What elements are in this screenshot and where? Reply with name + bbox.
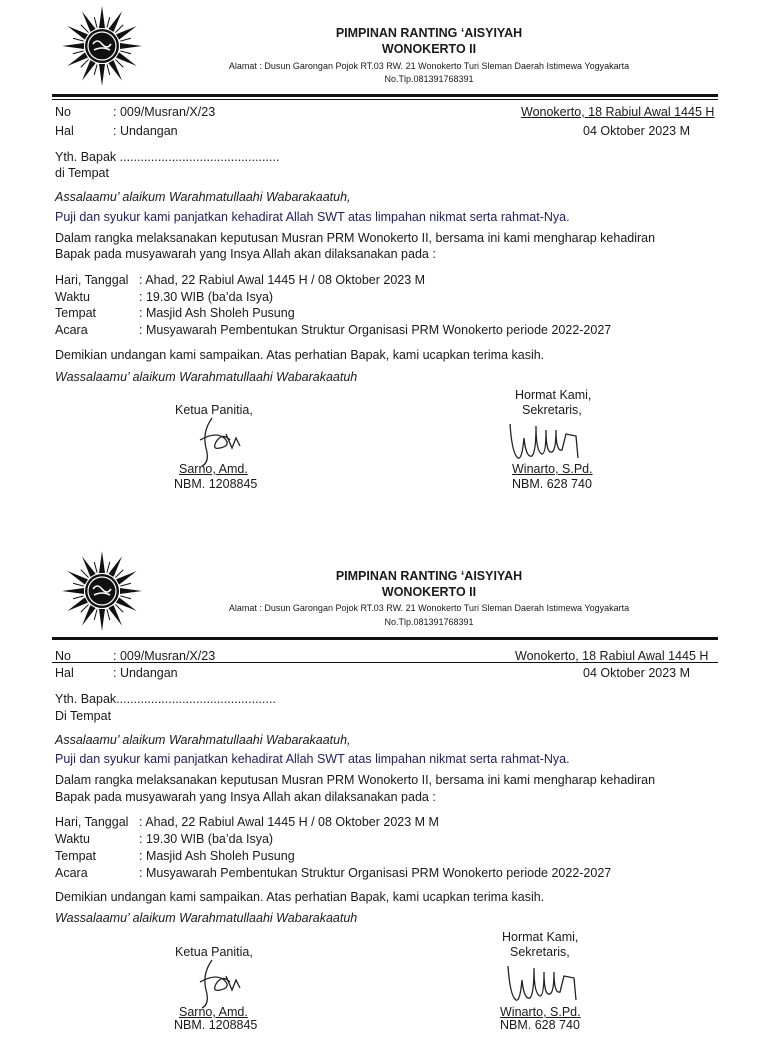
body-line-2: Bapak pada musyawarah yang Insya Allah akan dilaksanakan pada :: [55, 790, 436, 804]
header-divider-thin: [52, 99, 718, 100]
recipient-place: Di Tempat: [55, 709, 112, 723]
chair-signature: [190, 956, 250, 1010]
recipient-place: di Tempat: [55, 166, 109, 180]
org-phone: No.Tlp.081391768391: [384, 74, 474, 84]
regards: Hormat Kami,: [515, 388, 592, 402]
no-label: No: [55, 649, 71, 663]
detail-label-day: Hari, Tanggal: [55, 273, 129, 287]
org-name: PIMPINAN RANTING ‘AISYIYAH: [335, 26, 523, 40]
date-hijri: Wonokerto, 18 Rabiul Awal 1445 H: [521, 105, 715, 119]
org-address: Alamat : Dusun Garongan Pojok RT.03 RW. 21 Wonokerto Turi Sleman Daerah Istimewa Yogyakarta: [228, 61, 630, 71]
gratitude-text: Puji dan syukur kami panjatkan kehadirat Allah SWT atas limpahan nikmat serta rahmat-Nya.: [55, 210, 570, 224]
closing-text: Demikian undangan kami sampaikan. Atas perhatian Bapak, kami ucapkan terima kasih.: [55, 890, 545, 904]
org-address: Alamat : Dusun Garongan Pojok RT.03 RW. 21 Wonokerto Turi Sleman Daerah Istimewa Yogyakarta: [228, 603, 630, 613]
hal-label: Hal: [55, 666, 74, 680]
detail-label-day: Hari, Tanggal: [55, 815, 129, 829]
hal-value: : Undangan: [113, 124, 178, 138]
detail-label-time: Waktu: [55, 290, 90, 304]
secretary-signature: [504, 956, 574, 1006]
chair-nbm: NBM. 1208845: [174, 1018, 258, 1032]
chair-name: Sarno, Amd.: [179, 462, 248, 476]
detail-value-event: : Musyawarah Pembentukan Struktur Organisasi PRM Wonokerto periode 2022-2027: [139, 323, 612, 337]
detail-value-place: : Masjid Ash Sholeh Pusung: [139, 306, 295, 320]
body-line-2: Bapak pada musyawarah yang Insya Allah akan dilaksanakan pada :: [55, 247, 436, 261]
org-branch: WONOKERTO II: [381, 42, 477, 56]
secretary-nbm: NBM. 628 740: [512, 477, 592, 491]
org-branch: WONOKERTO II: [381, 585, 477, 599]
chair-name: Sarno, Amd.: [179, 1005, 248, 1019]
recipient: Yth. Bapak ..............................................: [55, 150, 280, 164]
hal-value: : Undangan: [113, 666, 178, 680]
detail-value-day: : Ahad, 22 Rabiul Awal 1445 H / 08 Oktober 2023 M: [139, 273, 426, 287]
body-line-1: Dalam rangka melaksanakan keputusan Musran PRM Wonokerto II, bersama ini kami mengharap kehadiran: [55, 773, 656, 787]
detail-label-event: Acara: [55, 323, 88, 337]
regards: Hormat Kami,: [502, 930, 579, 944]
greeting: Assalaamu’ alaikum Warahmatullaahi Wabarakaatuh,: [55, 190, 351, 204]
date-masehi: 04 Oktober 2023 M: [583, 124, 691, 138]
no-label: No: [55, 105, 71, 119]
secretary-name: Winarto, S.Pd.: [512, 462, 593, 476]
gratitude-text: Puji dan syukur kami panjatkan kehadirat Allah SWT atas limpahan nikmat serta rahmat-Nya.: [55, 752, 570, 766]
invitation-letter-2: [0, 544, 768, 1044]
secretary-title: Sekretaris,: [522, 403, 582, 417]
hal-label: Hal: [55, 124, 74, 138]
chair-nbm: NBM. 1208845: [174, 477, 258, 491]
secretary-name: Winarto, S.Pd.: [500, 1005, 581, 1019]
detail-value-place: : Masjid Ash Sholeh Pusung: [139, 849, 295, 863]
org-name: PIMPINAN RANTING ‘AISYIYAH: [335, 569, 523, 583]
detail-label-place: Tempat: [55, 306, 96, 320]
no-value: : 009/Musran/X/23: [113, 105, 216, 119]
detail-value-event: : Musyawarah Pembentukan Struktur Organisasi PRM Wonokerto periode 2022-2027: [139, 866, 612, 880]
no-value: : 009/Musran/X/23: [113, 649, 216, 663]
detail-value-day: : Ahad, 22 Rabiul Awal 1445 H / 08 Oktober 2023 M M: [139, 815, 439, 829]
farewell: Wassalaamu’ alaikum Warahmatullaahi Wabarakaatuh: [55, 911, 358, 925]
header-divider: [52, 94, 718, 97]
greeting: Assalaamu’ alaikum Warahmatullaahi Wabarakaatuh,: [55, 733, 351, 747]
detail-label-event: Acara: [55, 866, 88, 880]
closing-text: Demikian undangan kami sampaikan. Atas perhatian Bapak, kami ucapkan terima kasih.: [55, 348, 545, 362]
chair-title: Ketua Panitia,: [175, 403, 253, 417]
detail-label-time: Waktu: [55, 832, 90, 846]
chair-title: Ketua Panitia,: [175, 945, 253, 959]
detail-value-time: : 19.30 WIB (ba’da Isya): [139, 290, 274, 304]
detail-value-time: : 19.30 WIB (ba’da Isya): [139, 832, 274, 846]
chair-signature: [190, 414, 250, 468]
secretary-nbm: NBM. 628 740: [500, 1018, 580, 1032]
farewell: Wassalaamu’ alaikum Warahmatullaahi Wabarakaatuh: [55, 370, 358, 384]
date-hijri: Wonokerto, 18 Rabiul Awal 1445 H: [515, 649, 709, 663]
header-divider: [52, 637, 718, 640]
org-phone: No.Tlp.081391768391: [384, 617, 474, 627]
date-masehi: 04 Oktober 2023 M: [583, 666, 691, 680]
secretary-signature: [506, 414, 576, 464]
invitation-letter-1: [0, 0, 768, 500]
body-line-1: Dalam rangka melaksanakan keputusan Musran PRM Wonokerto II, bersama ini kami mengharap kehadiran: [55, 231, 656, 245]
recipient: Yth. Bapak..............................................: [55, 692, 276, 706]
secretary-title: Sekretaris,: [510, 945, 570, 959]
detail-label-place: Tempat: [55, 849, 96, 863]
